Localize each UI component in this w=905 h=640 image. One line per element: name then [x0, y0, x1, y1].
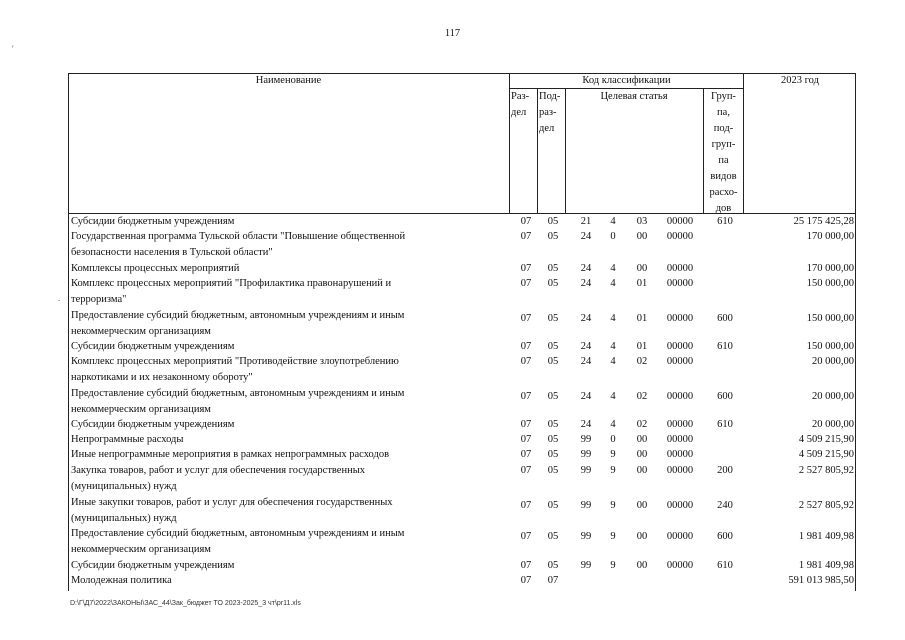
row-podrazdel: 05: [547, 313, 559, 324]
row-target-4: 00000: [666, 313, 694, 324]
row-target-1: 24: [580, 231, 592, 242]
row-target-3: 02: [636, 356, 648, 367]
row-target-3: 00: [636, 531, 648, 542]
file-path-footer: D:\Г\Д7\2022\ЗАКОНЫ\ЗАС_44\Зак_бюджет ТО 2023-2025_3 чт\pr11.xls: [70, 600, 301, 607]
row-target-3: 03: [636, 216, 648, 227]
row-name: Комплекс процессных мероприятий "Противодействие злоупотреблению наркотиками и их незаконному обороту": [71, 356, 399, 383]
row-name: Закупка товаров, работ и услуг для обеспечения государственных (муниципальных) нужд: [71, 465, 366, 492]
row-sum: 150 000,00: [806, 341, 854, 352]
row-target-3: 00: [636, 500, 648, 511]
row-target-2: 4: [610, 278, 616, 289]
row-target-2: 0: [610, 231, 616, 242]
row-target-2: 4: [610, 391, 616, 402]
row-sum: 150 000,00: [806, 278, 854, 289]
row-target-1: 24: [580, 419, 592, 430]
row-name: Субсидии бюджетным учреждениям: [71, 419, 235, 430]
row-razdel: 07: [520, 449, 532, 460]
row-group: 610: [717, 341, 733, 352]
row-target-3: 00: [636, 449, 648, 460]
row-target-3: 02: [636, 391, 648, 402]
row-name: Предоставление субсидий бюджетным, автономным учреждениям и иным некоммерческим организациям: [71, 388, 405, 415]
header-group: Груп- па, под- груп- па видов расхо- дов: [709, 91, 738, 214]
header-razdel: Раз- дел: [511, 91, 530, 118]
row-podrazdel: 05: [547, 449, 559, 460]
row-name: Субсидии бюджетным учреждениям: [71, 216, 235, 227]
row-razdel: 07: [520, 278, 532, 289]
row-podrazdel: 05: [547, 341, 559, 352]
row-target-3: 01: [636, 278, 648, 289]
row-podrazdel: 05: [547, 278, 559, 289]
row-sum: 170 000,00: [806, 263, 854, 274]
row-target-4: 00000: [666, 216, 694, 227]
row-razdel: 07: [520, 263, 532, 274]
row-razdel: 07: [520, 575, 532, 586]
row-target-1: 99: [580, 531, 592, 542]
row-target-1: 99: [580, 449, 592, 460]
row-name: Предоставление субсидий бюджетным, автономным учреждениям и иным некоммерческим организациям: [71, 528, 405, 555]
row-sum: 591 013 985,50: [788, 575, 854, 586]
row-podrazdel: 05: [547, 419, 559, 430]
row-podrazdel: 05: [547, 465, 559, 476]
row-target-4: 00000: [666, 419, 694, 430]
row-group: 600: [717, 531, 733, 542]
row-group: 200: [717, 465, 733, 476]
row-podrazdel: 05: [547, 216, 559, 227]
row-sum: 1 981 409,98: [798, 531, 854, 542]
row-sum: 4 509 215,90: [798, 434, 854, 445]
row-sum: 2 527 805,92: [798, 465, 854, 476]
row-target-4: 00000: [666, 263, 694, 274]
row-podrazdel: 05: [547, 434, 559, 445]
row-target-1: 24: [580, 278, 592, 289]
row-razdel: 07: [520, 465, 532, 476]
row-podrazdel: 05: [547, 391, 559, 402]
row-razdel: 07: [520, 341, 532, 352]
row-target-4: 00000: [666, 434, 694, 445]
row-sum: 20 000,00: [812, 356, 854, 367]
row-target-4: 00000: [666, 465, 694, 476]
row-target-4: 00000: [666, 449, 694, 460]
row-target-3: 00: [636, 434, 648, 445]
row-sum: 25 175 425,28: [793, 216, 854, 227]
row-target-1: 99: [580, 434, 592, 445]
row-name: Субсидии бюджетным учреждениям: [71, 560, 235, 571]
row-target-2: 4: [610, 313, 616, 324]
row-name: Комплексы процессных мероприятий: [71, 263, 240, 274]
row-target-4: 00000: [666, 560, 694, 571]
row-name: Иные непрограммные мероприятия в рамках непрограммных расходов: [71, 449, 390, 460]
row-target-1: 24: [580, 313, 592, 324]
row-target-1: 24: [580, 356, 592, 367]
row-target-4: 00000: [666, 356, 694, 367]
row-razdel: 07: [520, 391, 532, 402]
row-target-4: 00000: [666, 341, 694, 352]
row-name: Молодежная политика: [71, 575, 172, 586]
row-target-1: 24: [580, 391, 592, 402]
row-sum: 1 981 409,98: [798, 560, 854, 571]
header-code: Код классификации: [582, 75, 671, 86]
row-target-2: 9: [610, 500, 616, 511]
row-target-2: 9: [610, 465, 616, 476]
row-target-1: 24: [580, 263, 592, 274]
row-target-2: 4: [610, 341, 616, 352]
row-name: Предоставление субсидий бюджетным, автономным учреждениям и иным некоммерческим организациям: [71, 310, 405, 337]
row-group: 600: [717, 313, 733, 324]
row-name: Государственная программа Тульской области "Повышение общественной безопасности населения в Тульской области": [71, 231, 406, 258]
row-name: Комплекс процессных мероприятий "Профилактика правонарушений и терроризма": [71, 278, 392, 305]
row-target-3: 01: [636, 313, 648, 324]
row-sum: 20 000,00: [812, 419, 854, 430]
row-razdel: 07: [520, 500, 532, 511]
row-target-1: 99: [580, 500, 592, 511]
row-podrazdel: 05: [547, 500, 559, 511]
row-target-3: 00: [636, 560, 648, 571]
row-target-2: 9: [610, 449, 616, 460]
row-target-2: 4: [610, 356, 616, 367]
row-target-3: 00: [636, 231, 648, 242]
row-razdel: 07: [520, 356, 532, 367]
row-target-2: 0: [610, 434, 616, 445]
row-target-3: 00: [636, 465, 648, 476]
row-sum: 4 509 215,90: [798, 449, 854, 460]
row-target-3: 00: [636, 263, 648, 274]
row-razdel: 07: [520, 531, 532, 542]
row-group: 610: [717, 216, 733, 227]
row-name: Непрограммные расходы: [71, 434, 184, 445]
row-target-2: 9: [610, 531, 616, 542]
row-target-2: 4: [610, 216, 616, 227]
row-razdel: 07: [520, 231, 532, 242]
header-name: Наименование: [255, 75, 322, 86]
row-target-4: 00000: [666, 231, 694, 242]
row-target-1: 99: [580, 560, 592, 571]
scan-mark: ': [12, 44, 14, 54]
row-sum: 170 000,00: [806, 231, 854, 242]
row-target-4: 00000: [666, 500, 694, 511]
row-razdel: 07: [520, 560, 532, 571]
row-razdel: 07: [520, 313, 532, 324]
row-target-4: 00000: [666, 278, 694, 289]
row-group: 610: [717, 560, 733, 571]
row-target-2: 4: [610, 419, 616, 430]
row-group: 610: [717, 419, 733, 430]
row-target-1: 24: [580, 341, 592, 352]
row-target-2: 4: [610, 263, 616, 274]
header-target: Целевая статья: [600, 91, 668, 102]
row-podrazdel: 05: [547, 531, 559, 542]
row-target-3: 02: [636, 419, 648, 430]
row-sum: 20 000,00: [812, 391, 854, 402]
row-name: Субсидии бюджетным учреждениям: [71, 341, 235, 352]
row-target-3: 01: [636, 341, 648, 352]
scan-mark: .: [58, 293, 61, 303]
page-number: 117: [444, 28, 461, 39]
row-podrazdel: 05: [547, 560, 559, 571]
row-group: 600: [717, 391, 733, 402]
row-podrazdel: 05: [547, 263, 559, 274]
row-target-4: 00000: [666, 391, 694, 402]
row-razdel: 07: [520, 216, 532, 227]
row-podrazdel: 05: [547, 231, 559, 242]
budget-table: [68, 73, 856, 591]
row-razdel: 07: [520, 419, 532, 430]
row-podrazdel: 05: [547, 356, 559, 367]
row-name: Иные закупки товаров, работ и услуг для обеспечения государственных (муниципальных) нужд: [71, 497, 393, 524]
row-group: 240: [717, 500, 733, 511]
row-sum: 2 527 805,92: [798, 500, 854, 511]
header-year: 2023 год: [781, 75, 819, 86]
row-target-1: 99: [580, 465, 592, 476]
row-target-4: 00000: [666, 531, 694, 542]
row-sum: 150 000,00: [806, 313, 854, 324]
row-podrazdel: 07: [547, 575, 559, 586]
row-target-2: 9: [610, 560, 616, 571]
row-razdel: 07: [520, 434, 532, 445]
row-target-1: 21: [580, 216, 592, 227]
header-podrazdel: Под- раз- дел: [539, 91, 561, 134]
